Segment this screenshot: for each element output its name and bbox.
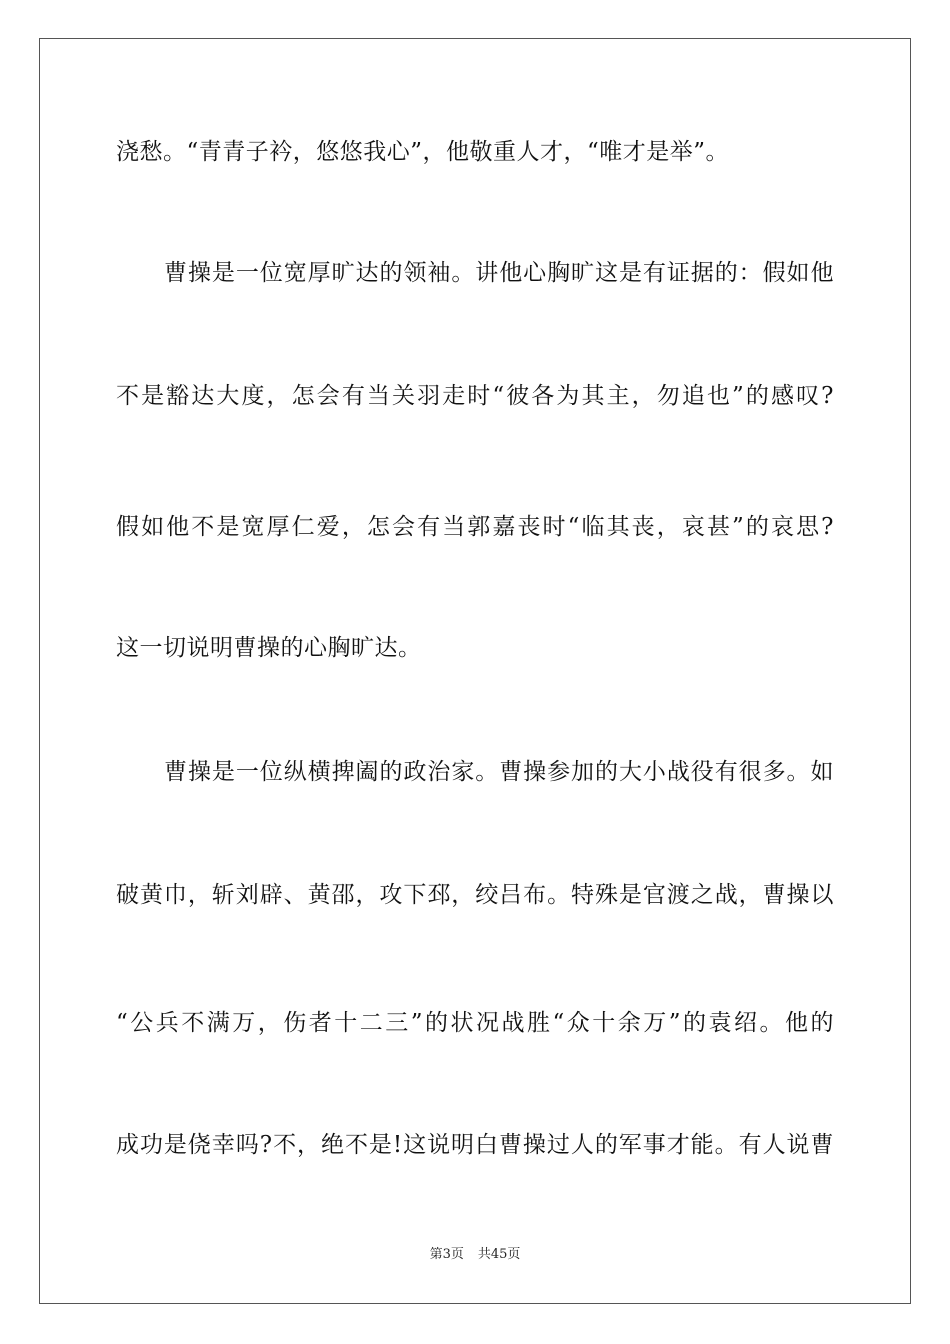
text-line-5: 这一切说明曹操的心胸旷达。 <box>116 635 422 661</box>
text-line-3: 不是豁达大度，怎会有当关羽走时“彼各为其主，勿追也”的感叹? <box>116 383 834 409</box>
text-line-8: “公兵不满万，伤者十二三”的状况战胜“众十余万”的袁绍。他的 <box>116 1010 834 1036</box>
page-footer <box>0 1246 950 1264</box>
text-line-1: 浇愁。“青青子衿，悠悠我心”，他敬重人才，“唯才是举”。 <box>116 139 730 165</box>
page-border <box>39 38 911 1304</box>
text-line-7: 破黄巾，斩刘辟、黄邵，攻下邳，绞吕布。特殊是官渡之战，曹操以 <box>116 882 834 908</box>
text-line-4: 假如他不是宽厚仁爱，怎会有当郭嘉丧时“临其丧，哀甚”的哀思? <box>116 514 834 540</box>
text-line-6-paragraph-start: 曹操是一位纵横捭阖的政治家。曹操参加的大小战役有很多。如 <box>164 759 834 785</box>
page-total: 共45页 <box>477 1247 521 1262</box>
text-line-2-paragraph-start: 曹操是一位宽厚旷达的领袖。讲他心胸旷这是有证据的：假如他 <box>164 260 834 286</box>
page-number: 第3页 <box>429 1247 464 1262</box>
text-line-9: 成功是侥幸吗?不，绝不是!这说明白曹操过人的军事才能。有人说曹 <box>116 1132 834 1158</box>
